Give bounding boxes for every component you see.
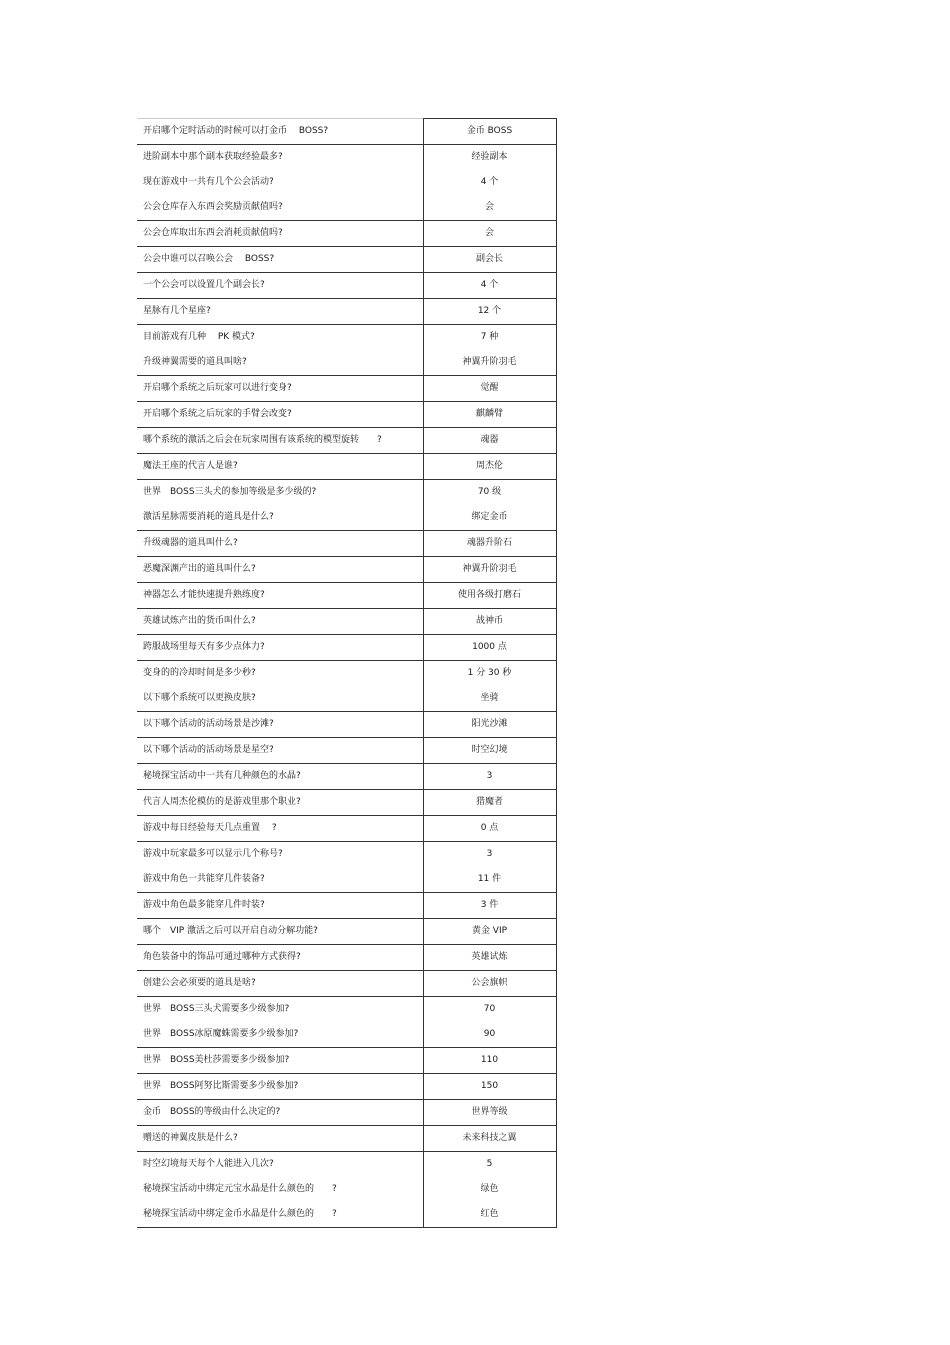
question-cell: 升级神翼需要的道具叫啥?	[137, 350, 423, 376]
table-row	[137, 919, 556, 945]
question-cell: 激活星脉需要消耗的道具是什么?	[137, 505, 423, 531]
answer-cell: 红色	[423, 1202, 556, 1228]
answer-cell: 90	[423, 1022, 556, 1048]
question-cell: 升级魂器的道具叫什么?	[137, 531, 423, 557]
answer-cell: 绿色	[423, 1177, 556, 1202]
table-row	[137, 1022, 556, 1048]
table-row	[137, 402, 556, 428]
answer-cell: 觉醒	[423, 376, 556, 402]
question-cell: 神器怎么才能快速提升熟练度?	[137, 583, 423, 609]
answer-cell: 周杰伦	[423, 454, 556, 480]
table-row	[137, 170, 556, 195]
table-row	[137, 376, 556, 402]
table-row	[137, 816, 556, 842]
answer-cell: 世界等级	[423, 1100, 556, 1126]
table-row	[137, 557, 556, 583]
table-row	[137, 712, 556, 738]
answer-cell: 110	[423, 1048, 556, 1074]
table-row	[137, 505, 556, 531]
question-cell: 跨服战场里每天有多少点体力?	[137, 635, 423, 661]
table-row	[137, 480, 556, 506]
question-cell: 以下哪个活动的活动场景是星空?	[137, 738, 423, 764]
table-row	[137, 583, 556, 609]
answer-cell: 未来科技之翼	[423, 1126, 556, 1152]
answer-cell: 公会旗帜	[423, 971, 556, 997]
question-cell: 进阶副本中那个副本获取经验最多?	[137, 145, 423, 171]
question-cell: 世界 BOSS美杜莎需要多少级参加?	[137, 1048, 423, 1074]
answer-cell: 猎魔者	[423, 790, 556, 816]
answer-cell: 11 件	[423, 867, 556, 893]
answer-cell: 使用各级打磨石	[423, 583, 556, 609]
table-row	[137, 790, 556, 816]
table-row	[137, 764, 556, 790]
qa-table-body	[137, 119, 556, 1228]
answer-cell: 12 个	[423, 299, 556, 325]
table-row	[137, 842, 556, 868]
table-row	[137, 1126, 556, 1152]
table-row	[137, 661, 556, 687]
table-row	[137, 1202, 556, 1228]
table-row	[137, 997, 556, 1023]
table-row	[137, 1152, 556, 1178]
answer-cell: 0 点	[423, 816, 556, 842]
question-cell: 魔法王座的代言人是谁?	[137, 454, 423, 480]
answer-cell: 3	[423, 842, 556, 868]
answer-cell: 神翼升阶羽毛	[423, 350, 556, 376]
answer-cell: 坐骑	[423, 686, 556, 712]
question-cell: 世界 BOSS冰原魔蛛需要多少级参加?	[137, 1022, 423, 1048]
table-row	[137, 635, 556, 661]
question-cell: 以下哪个活动的活动场景是沙滩?	[137, 712, 423, 738]
table-row	[137, 273, 556, 299]
question-cell: 公会仓库取出东西会消耗贡献值吗?	[137, 221, 423, 247]
question-cell: 秘境探宝活动中绑定金币水晶是什么颜色的 ?	[137, 1202, 423, 1228]
question-cell: 游戏中角色最多能穿几件时装?	[137, 893, 423, 919]
question-cell: 时空幻境每天每个人能进入几次?	[137, 1152, 423, 1178]
table-row	[137, 867, 556, 893]
qa-table	[137, 118, 557, 1228]
table-row	[137, 350, 556, 376]
answer-cell: 绑定金币	[423, 505, 556, 531]
question-cell: 哪个 VIP 激活之后可以开启自动分解功能?	[137, 919, 423, 945]
question-cell: 公会仓库存入东西会奖励贡献值吗?	[137, 195, 423, 221]
table-row	[137, 686, 556, 712]
table-row	[137, 1177, 556, 1202]
answer-cell: 黄金 VIP	[423, 919, 556, 945]
question-cell: 世界 BOSS三头犬需要多少级参加?	[137, 997, 423, 1023]
table-row	[137, 119, 556, 145]
answer-cell: 金币 BOSS	[423, 119, 556, 145]
question-cell: 世界 BOSS阿努比斯需要多少级参加?	[137, 1074, 423, 1100]
question-cell: 目前游戏有几种 PK 模式?	[137, 325, 423, 351]
table-row	[137, 1100, 556, 1126]
answer-cell: 1000 点	[423, 635, 556, 661]
table-row	[137, 531, 556, 557]
table-row	[137, 299, 556, 325]
table-row	[137, 325, 556, 351]
table-row	[137, 1074, 556, 1100]
question-cell: 现在游戏中一共有几个公会活动?	[137, 170, 423, 195]
question-cell: 赠送的神翼皮肤是什么?	[137, 1126, 423, 1152]
question-cell: 公会中谁可以召唤公会 BOSS?	[137, 247, 423, 273]
answer-cell: 魂器升阶石	[423, 531, 556, 557]
question-cell: 哪个系统的激活之后会在玩家周围有该系统的模型旋转 ?	[137, 428, 423, 454]
answer-cell: 会	[423, 221, 556, 247]
table-row	[137, 893, 556, 919]
answer-cell: 70	[423, 997, 556, 1023]
answer-cell: 150	[423, 1074, 556, 1100]
answer-cell: 魂器	[423, 428, 556, 454]
question-cell: 变身的的冷却时间是多少秒?	[137, 661, 423, 687]
answer-cell: 7 种	[423, 325, 556, 351]
answer-cell: 英雄试炼	[423, 945, 556, 971]
question-cell: 世界 BOSS三头犬的参加等级是多少级的?	[137, 480, 423, 506]
table-row	[137, 945, 556, 971]
question-cell: 金币 BOSS的等级由什么决定的?	[137, 1100, 423, 1126]
question-cell: 一个公会可以设置几个副会长?	[137, 273, 423, 299]
question-cell: 开启哪个系统之后玩家可以进行变身?	[137, 376, 423, 402]
question-cell: 创建公会必须要的道具是啥?	[137, 971, 423, 997]
answer-cell: 5	[423, 1152, 556, 1178]
question-cell: 以下哪个系统可以更换皮肤?	[137, 686, 423, 712]
question-cell: 角色装备中的饰品可通过哪种方式获得?	[137, 945, 423, 971]
question-cell: 代言人周杰伦模仿的是游戏里那个职业?	[137, 790, 423, 816]
question-cell: 游戏中每日经验每天几点重置 ?	[137, 816, 423, 842]
answer-cell: 时空幻境	[423, 738, 556, 764]
table-row	[137, 609, 556, 635]
answer-cell: 副会长	[423, 247, 556, 273]
table-row	[137, 738, 556, 764]
question-cell: 秘境探宝活动中一共有几种颜色的水晶?	[137, 764, 423, 790]
question-cell: 游戏中角色一共能穿几件装备?	[137, 867, 423, 893]
answer-cell: 3	[423, 764, 556, 790]
answer-cell: 4 个	[423, 170, 556, 195]
table-row	[137, 454, 556, 480]
question-cell: 开启哪个系统之后玩家的手臂会改变?	[137, 402, 423, 428]
table-row	[137, 221, 556, 247]
question-cell: 星脉有几个星座?	[137, 299, 423, 325]
question-cell: 游戏中玩家最多可以显示几个称号?	[137, 842, 423, 868]
answer-cell: 4 个	[423, 273, 556, 299]
answer-cell: 70 级	[423, 480, 556, 506]
answer-cell: 战神币	[423, 609, 556, 635]
answer-cell: 经验副本	[423, 145, 556, 171]
question-cell: 英雄试炼产出的货币叫什么?	[137, 609, 423, 635]
table-row	[137, 145, 556, 171]
table-row	[137, 195, 556, 221]
table-row	[137, 428, 556, 454]
question-cell: 秘境探宝活动中绑定元宝水晶是什么颜色的 ?	[137, 1177, 423, 1202]
answer-cell: 3 件	[423, 893, 556, 919]
question-cell: 开启哪个定时活动的时候可以打金币 BOSS?	[137, 119, 423, 145]
answer-cell: 1 分 30 秒	[423, 661, 556, 687]
answer-cell: 阳光沙滩	[423, 712, 556, 738]
answer-cell: 麒麟臂	[423, 402, 556, 428]
table-row	[137, 247, 556, 273]
table-row	[137, 971, 556, 997]
answer-cell: 会	[423, 195, 556, 221]
table-row	[137, 1048, 556, 1074]
answer-cell: 神翼升阶羽毛	[423, 557, 556, 583]
question-cell: 恶魔深渊产出的道具叫什么?	[137, 557, 423, 583]
